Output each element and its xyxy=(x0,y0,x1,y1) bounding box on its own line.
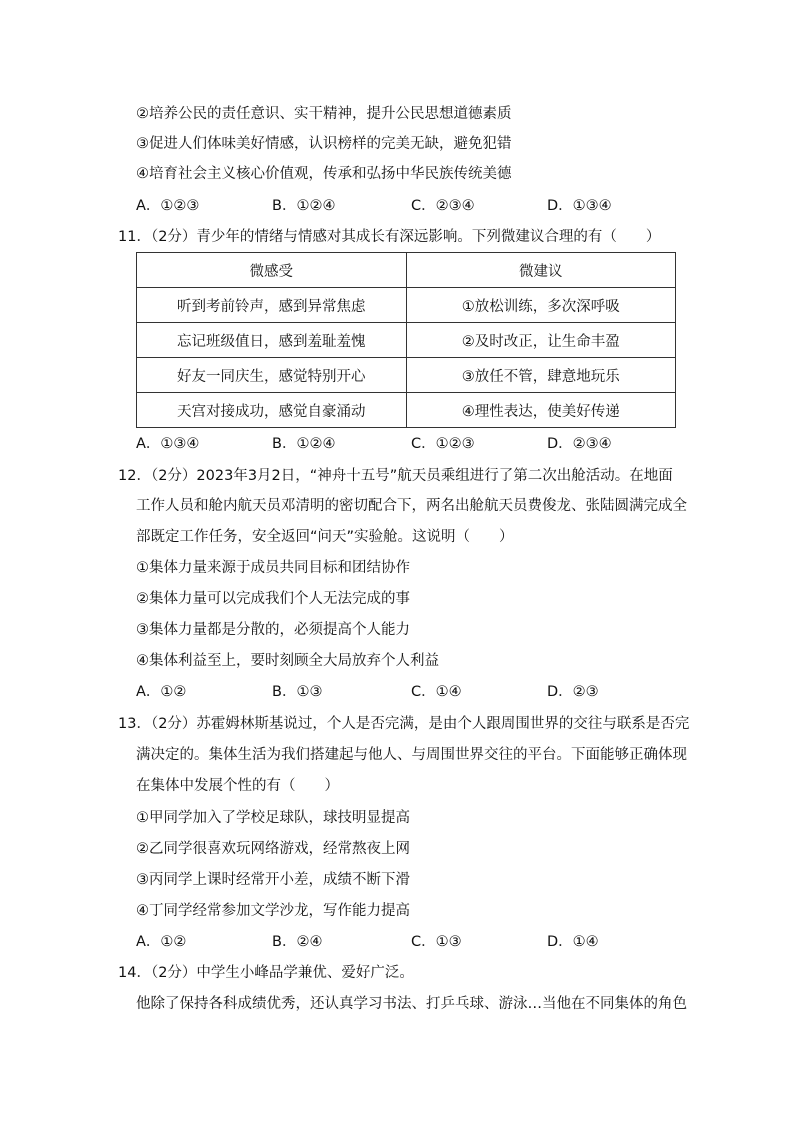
q11-table xyxy=(136,252,676,428)
q10-option-d: D．①③④ xyxy=(547,198,612,214)
table-cell: ①放松训练，多次深呼吸 xyxy=(406,288,676,323)
q12-option-d: D．②③ xyxy=(547,684,599,700)
q14-body-line-1: 他除了保持各科成绩优秀，还认真学习书法、打乒乓球、游泳…当他在不同集体的角色 xyxy=(136,996,687,1012)
table-row xyxy=(137,393,676,428)
q13-item-1: ①甲同学加入了学校足球队，球技明显提高 xyxy=(136,810,410,826)
q12-option-a: A．①② xyxy=(136,684,187,700)
q11-stem: 11．（2分）青少年的情绪与情感对其成长有深远影响。下列微建议合理的有（ ） xyxy=(118,229,661,245)
q12-stem-line-1: 12．（2分）2023年3月2日，“神舟十五号”航天员乘组进行了第二次出舱活动。在地面 xyxy=(118,468,673,484)
q14-stem: 14．（2分）中学生小峰品学兼优、爱好广泛。 xyxy=(118,965,414,981)
q13-item-3: ③丙同学上课时经常开小差，成绩不断下滑 xyxy=(136,872,410,888)
q10-item-3: ③促进人们体味美好情感，认识榜样的完美无缺，避免犯错 xyxy=(136,136,512,152)
table-cell: 听到考前铃声，感到异常焦虑 xyxy=(137,288,407,323)
q13-item-2: ②乙同学很喜欢玩网络游戏，经常熬夜上网 xyxy=(136,841,410,857)
q10-option-c: C．②③④ xyxy=(411,198,475,214)
table-cell: ②及时改正，让生命丰盈 xyxy=(406,323,676,358)
table-cell: ③放任不管，肆意地玩乐 xyxy=(406,358,676,393)
table-cell: 天宫对接成功，感觉自豪涌动 xyxy=(137,393,407,428)
q11-option-a: A．①③④ xyxy=(136,436,200,452)
q13-stem-line-3: 在集体中发展个性的有（ ） xyxy=(136,778,339,794)
table-header: 微感受 xyxy=(137,253,407,288)
q10-option-a: A．①②③ xyxy=(136,198,200,214)
q12-stem-line-3: 部既定工作任务，安全返回“问天”实验舱。这说明（ ） xyxy=(136,529,514,545)
q13-option-c: C．①③ xyxy=(411,934,462,950)
table-cell: ④理性表达，使美好传递 xyxy=(406,393,676,428)
q10-item-4: ④培育社会主义核心价值观，传承和弘扬中华民族传统美德 xyxy=(136,166,512,182)
q13-stem-line-1: 13．（2分）苏霍姆林斯基说过，个人是否完满，是由个人跟周围世界的交往与联系是否完 xyxy=(118,716,690,732)
table-row xyxy=(137,288,676,323)
q10-item-2: ②培养公民的责任意识、实干精神，提升公民思想道德素质 xyxy=(136,106,512,122)
table-header-row xyxy=(137,253,676,288)
q12-option-c: C．①④ xyxy=(411,684,462,700)
q13-stem-line-2: 满决定的。集体生活为我们搭建起与他人、与周围世界交往的平台。下面能够正确体现 xyxy=(136,747,687,763)
table-cell: 好友一同庆生，感觉特别开心 xyxy=(137,358,407,393)
q12-item-2: ②集体力量可以完成我们个人无法完成的事 xyxy=(136,591,410,607)
q11-option-d: D．②③④ xyxy=(547,436,612,452)
q13-option-b: B．②④ xyxy=(272,934,323,950)
table-header: 微建议 xyxy=(406,253,676,288)
q12-item-3: ③集体力量都是分散的，必须提高个人能力 xyxy=(136,622,410,638)
q11-option-c: C．①②③ xyxy=(411,436,475,452)
q13-item-4: ④丁同学经常参加文学沙龙，写作能力提高 xyxy=(136,903,410,919)
q12-stem-line-2: 工作人员和舱内航天员邓清明的密切配合下，两名出舱航天员费俊龙、张陆圆满完成全 xyxy=(136,498,687,514)
q10-option-b: B．①②④ xyxy=(272,198,336,214)
q11-option-b: B．①②④ xyxy=(272,436,336,452)
q12-item-4: ④集体利益至上，要时刻顾全大局放弃个人利益 xyxy=(136,653,439,669)
table-cell: 忘记班级值日，感到羞耻羞愧 xyxy=(137,323,407,358)
table-row xyxy=(137,323,676,358)
q13-option-d: D．①④ xyxy=(547,934,599,950)
q13-option-a: A．①② xyxy=(136,934,187,950)
q12-option-b: B．①③ xyxy=(272,684,323,700)
q12-item-1: ①集体力量来源于成员共同目标和团结协作 xyxy=(136,560,410,576)
table-row xyxy=(137,358,676,393)
